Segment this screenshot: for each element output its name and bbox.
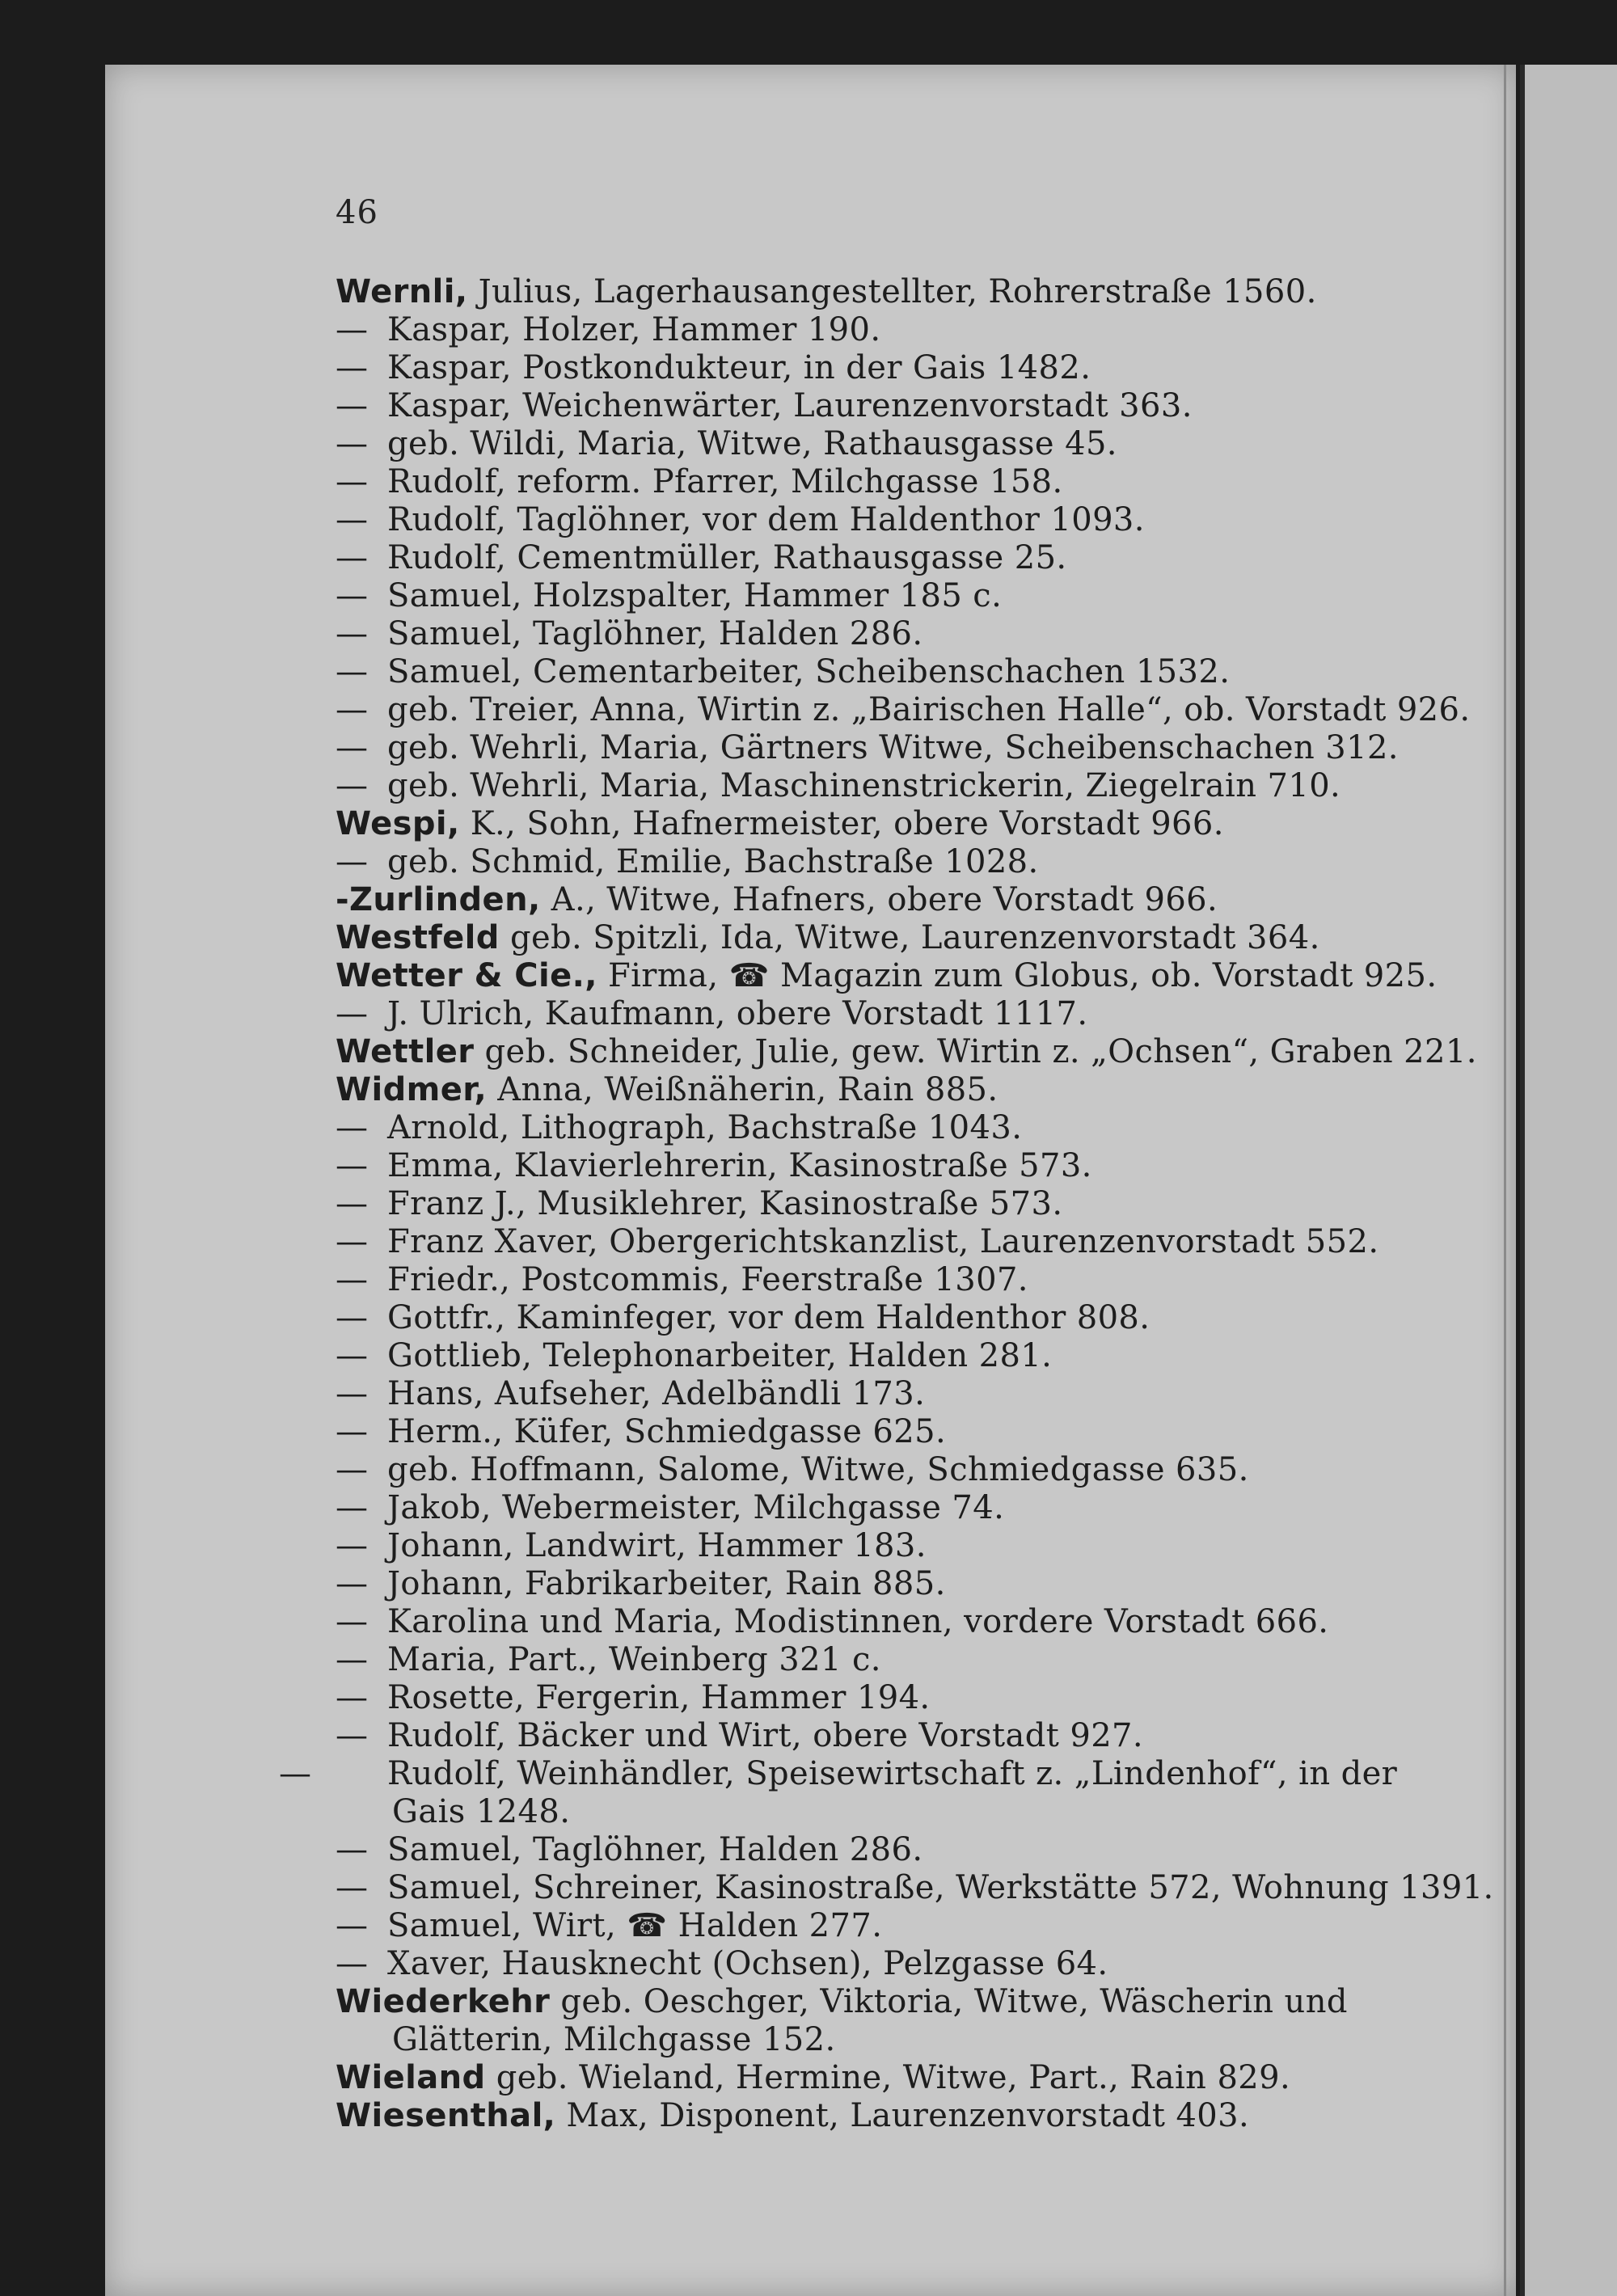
directory-entry	[336, 881, 1419, 919]
entry-text: Samuel, Wirt, ☎ Halden 277.	[387, 1907, 883, 1944]
continuation-dash: —	[336, 425, 369, 462]
continuation-dash: —	[336, 463, 369, 500]
directory-entry	[336, 1033, 1477, 1071]
directory-entry	[336, 1261, 1419, 1299]
entry-text: geb. Wieland, Hermine, Witwe, Part., Rain 829.	[485, 2059, 1291, 2096]
directory-entry	[279, 1755, 1419, 1831]
entry-text: Samuel, Schreiner, Kasinostraße, Werkstätte 572, Wohnung 1391.	[387, 1869, 1494, 1906]
entry-text: geb. Hoffmann, Salome, Witwe, Schmiedgasse 635.	[387, 1451, 1249, 1488]
entry-text: Gottlieb, Telephonarbeiter, Halden 281.	[387, 1337, 1053, 1374]
directory-entry	[336, 1337, 1419, 1375]
continuation-dash: —	[336, 1299, 369, 1336]
entry-text: geb. Oeschger, Viktoria, Witwe, Wäscherin und Glätterin, Milchgasse 152.	[392, 1983, 1348, 2058]
directory-entry	[336, 501, 1419, 539]
entry-surname: Wiederkehr	[336, 1983, 551, 2020]
directory-entry	[336, 1451, 1419, 1489]
continuation-dash: —	[336, 387, 369, 424]
directory-entry	[336, 1907, 1419, 1945]
entry-surname: Wieland	[336, 2059, 486, 2096]
continuation-dash: —	[336, 1907, 369, 1944]
directory-entry	[336, 273, 1419, 311]
directory-entry	[336, 843, 1419, 881]
entry-text: Rudolf, Bäcker und Wirt, obere Vorstadt 927.	[387, 1717, 1144, 1754]
directory-entry	[336, 1527, 1419, 1565]
continuation-dash: —	[336, 1527, 369, 1564]
directory-entry	[336, 1641, 1419, 1679]
directory-entry	[336, 1375, 1419, 1413]
entry-text: geb. Wehrli, Maria, Maschinenstrickerin, Ziegelrain 710.	[387, 767, 1341, 804]
entry-text: Maria, Part., Weinberg 321 c.	[387, 1641, 881, 1678]
continuation-dash: —	[336, 729, 369, 766]
continuation-dash: —	[336, 1375, 369, 1412]
directory-entry	[336, 425, 1419, 463]
continuation-dash: —	[336, 691, 369, 728]
entry-text: Rudolf, reform. Pfarrer, Milchgasse 158.	[387, 463, 1063, 500]
directory-entries	[279, 273, 1494, 2135]
entry-text: Rudolf, Taglöhner, vor dem Haldenthor 1093.	[387, 501, 1145, 538]
entry-surname: Widmer,	[336, 1071, 488, 1108]
adjacent-page-edge	[1520, 65, 1617, 2296]
entry-text: Kaspar, Holzer, Hammer 190.	[387, 311, 881, 348]
entry-text: Julius, Lagerhausangestellter, Rohrerstraße 1560.	[467, 273, 1317, 310]
directory-entry	[336, 2097, 1419, 2135]
entry-text: geb. Schmid, Emilie, Bachstraße 1028.	[387, 843, 1039, 880]
directory-entry	[336, 691, 1471, 729]
entry-text: geb. Wehrli, Maria, Gärtners Witwe, Scheibenschachen 312.	[387, 729, 1399, 766]
continuation-dash: —	[336, 1869, 369, 1906]
entry-surname: Wiesenthal,	[336, 2097, 556, 2134]
continuation-dash: —	[336, 995, 369, 1032]
directory-entry	[336, 919, 1419, 957]
entry-surname: -Zurlinden,	[336, 881, 541, 918]
directory-entry	[336, 539, 1419, 577]
entry-surname: Wettler	[336, 1033, 475, 1070]
entry-text: Gottfr., Kaminfeger, vor dem Haldenthor 808.	[387, 1299, 1150, 1336]
continuation-dash: —	[336, 311, 369, 348]
continuation-dash: —	[336, 1565, 369, 1602]
entry-text: Xaver, Hausknecht (Ochsen), Pelzgasse 64.	[387, 1945, 1108, 1982]
directory-entry	[336, 653, 1419, 691]
continuation-dash: —	[336, 1147, 369, 1184]
entry-text: Arnold, Lithograph, Bachstraße 1043.	[387, 1109, 1023, 1146]
page-edge-line	[1504, 65, 1506, 2296]
entry-text: Rudolf, Weinhändler, Speisewirtschaft z. „Lindenhof“, in der Gais 1248.	[387, 1755, 1398, 1830]
continuation-dash: —	[279, 1755, 312, 1792]
directory-entry	[336, 1565, 1419, 1603]
continuation-dash: —	[336, 1945, 369, 1982]
entry-text: Rosette, Fergerin, Hammer 194.	[387, 1679, 931, 1716]
directory-entry	[336, 805, 1419, 843]
entry-text: Franz Xaver, Obergerichtskanzlist, Laurenzenvorstadt 552.	[387, 1223, 1379, 1260]
entry-surname: Wernli,	[336, 273, 468, 310]
directory-entry	[336, 615, 1419, 653]
entry-text: Samuel, Cementarbeiter, Scheibenschachen 1532.	[387, 653, 1231, 690]
entry-text: Franz J., Musiklehrer, Kasinostraße 573.	[387, 1185, 1063, 1222]
continuation-dash: —	[336, 1451, 369, 1488]
page-number: 46	[336, 194, 378, 231]
directory-entry	[336, 2059, 1419, 2097]
continuation-dash: —	[336, 539, 369, 576]
entry-text: Kaspar, Postkondukteur, in der Gais 1482.	[387, 349, 1091, 386]
continuation-dash: —	[336, 1185, 369, 1222]
entry-text: Johann, Landwirt, Hammer 183.	[387, 1527, 927, 1564]
entry-text: geb. Wildi, Maria, Witwe, Rathausgasse 45.	[387, 425, 1117, 462]
directory-entry	[336, 957, 1438, 995]
continuation-dash: —	[336, 1109, 369, 1146]
continuation-dash: —	[336, 843, 369, 880]
entry-text: Friedr., Postcommis, Feerstraße 1307.	[387, 1261, 1028, 1298]
entry-text: Emma, Klavierlehrerin, Kasinostraße 573.	[387, 1147, 1092, 1184]
entry-text: Max, Disponent, Laurenzenvorstadt 403.	[555, 2097, 1250, 2134]
continuation-dash: —	[336, 1603, 369, 1640]
directory-entry	[336, 1679, 1419, 1717]
directory-entry	[336, 577, 1419, 615]
directory-entry	[336, 767, 1419, 805]
directory-entry	[336, 1413, 1419, 1451]
entry-text: geb. Treier, Anna, Wirtin z. „Bairischen Halle“, ob. Vorstadt 926.	[387, 691, 1471, 728]
directory-entry	[336, 1945, 1419, 1983]
directory-entry	[336, 463, 1419, 501]
directory-entry	[336, 1223, 1419, 1261]
continuation-dash: —	[336, 653, 369, 690]
continuation-dash: —	[336, 1679, 369, 1716]
entry-text: A., Witwe, Hafners, obere Vorstadt 966.	[540, 881, 1218, 918]
continuation-dash: —	[336, 615, 369, 652]
continuation-dash: —	[336, 349, 369, 386]
continuation-dash: —	[336, 1489, 369, 1526]
entry-text: Samuel, Taglöhner, Halden 286.	[387, 615, 923, 652]
directory-entry	[336, 1109, 1419, 1147]
continuation-dash: —	[336, 1223, 369, 1260]
continuation-dash: —	[336, 577, 369, 614]
directory-entry	[336, 729, 1419, 767]
entry-surname: Westfeld	[336, 919, 500, 956]
entry-surname: Wespi,	[336, 805, 460, 842]
directory-entry	[336, 349, 1419, 387]
directory-entry	[336, 387, 1419, 425]
entry-text: Firma, ☎ Magazin zum Globus, ob. Vorstadt 925.	[597, 957, 1438, 994]
directory-entry	[336, 1603, 1419, 1641]
directory-entry	[336, 1489, 1419, 1527]
entry-text: J. Ulrich, Kaufmann, obere Vorstadt 1117.	[387, 995, 1088, 1032]
entry-text: geb. Spitzli, Ida, Witwe, Laurenzenvorstadt 364.	[499, 919, 1320, 956]
continuation-dash: —	[336, 1337, 369, 1374]
directory-entry	[336, 1071, 1419, 1109]
directory-entry	[336, 1185, 1419, 1223]
directory-entry	[336, 1147, 1419, 1185]
entry-text: Kaspar, Weichenwärter, Laurenzenvorstadt 363.	[387, 387, 1193, 424]
directory-entry	[336, 1831, 1419, 1869]
continuation-dash: —	[336, 767, 369, 804]
entry-text: K., Sohn, Hafnermeister, obere Vorstadt 966.	[459, 805, 1224, 842]
directory-entry	[336, 995, 1419, 1033]
entry-text: Anna, Weißnäherin, Rain 885.	[487, 1071, 998, 1108]
continuation-dash: —	[336, 1641, 369, 1678]
directory-entry	[336, 1869, 1494, 1907]
entry-text: Jakob, Webermeister, Milchgasse 74.	[387, 1489, 1005, 1526]
directory-entry	[336, 1983, 1419, 2059]
entry-text: Hans, Aufseher, Adelbändli 173.	[387, 1375, 926, 1412]
entry-text: geb. Schneider, Julie, gew. Wirtin z. „Ochsen“, Graben 221.	[474, 1033, 1477, 1070]
entry-text: Johann, Fabrikarbeiter, Rain 885.	[387, 1565, 946, 1602]
continuation-dash: —	[336, 1413, 369, 1450]
entry-text: Samuel, Taglöhner, Halden 286.	[387, 1831, 923, 1868]
continuation-dash: —	[336, 1831, 369, 1868]
continuation-dash: —	[336, 1717, 369, 1754]
entry-text: Karolina und Maria, Modistinnen, vordere Vorstadt 666.	[387, 1603, 1329, 1640]
directory-entry	[336, 1717, 1419, 1755]
continuation-dash: —	[336, 501, 369, 538]
directory-entry	[336, 311, 1419, 349]
entry-surname: Wetter & Cie.,	[336, 957, 597, 994]
entry-text: Samuel, Holzspalter, Hammer 185 c.	[387, 577, 1003, 614]
continuation-dash: —	[336, 1261, 369, 1298]
directory-entry	[336, 1299, 1419, 1337]
entry-text: Rudolf, Cementmüller, Rathausgasse 25.	[387, 539, 1067, 576]
entry-text: Herm., Küfer, Schmiedgasse 625.	[387, 1413, 947, 1450]
